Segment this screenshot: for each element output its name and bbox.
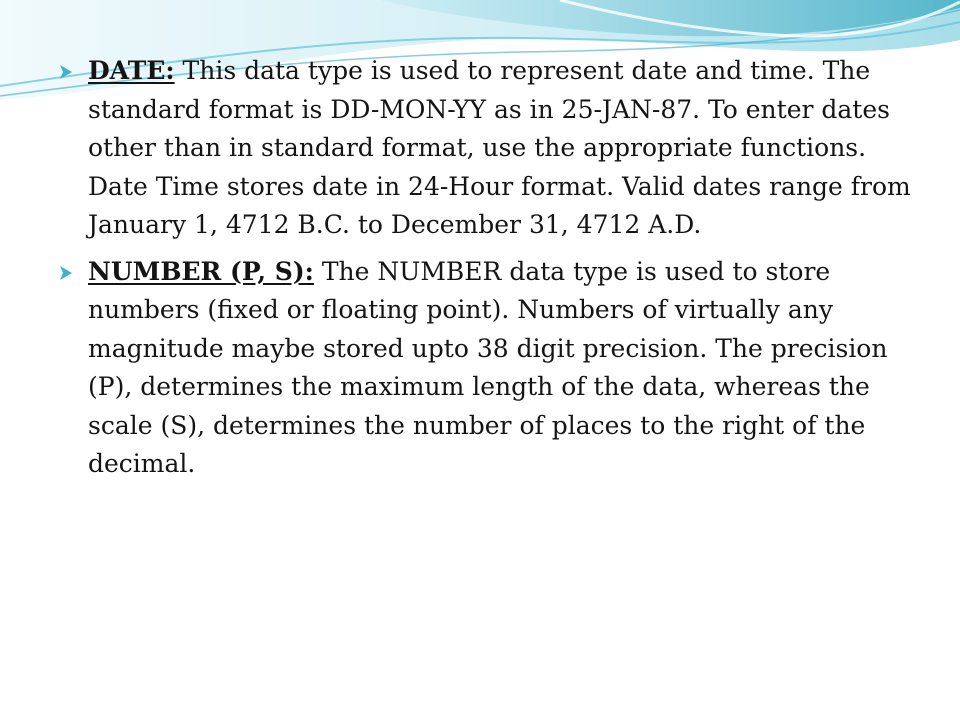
description-number: The NUMBER data type is used to store numbers (fixed or floating point). Numbers of virtually any magnitude maybe stored upto 38 digit precision. The precision (P), determines the maximum length of the data, whereas the scale (S), determines the number of places to the right of the decimal. — [88, 256, 888, 478]
arrow-bullet-icon — [58, 265, 74, 281]
arrow-bullet-icon — [58, 64, 74, 80]
bullet-number — [56, 253, 916, 484]
slide-content — [56, 52, 916, 492]
description-date: This data type is used to represent date and time. The standard format is DD-MON-YY as in 25-JAN-87. To enter dates other than in standard format, use the appropriate functions. Date Time stores date in 24-Hour format. Valid dates range from January 1, 4712 B.C. to December 31, 4712 A.D. — [88, 56, 911, 239]
term-number: NUMBER (P, S): — [88, 256, 314, 286]
term-date: DATE: — [88, 56, 175, 85]
bullet-date — [56, 52, 916, 245]
